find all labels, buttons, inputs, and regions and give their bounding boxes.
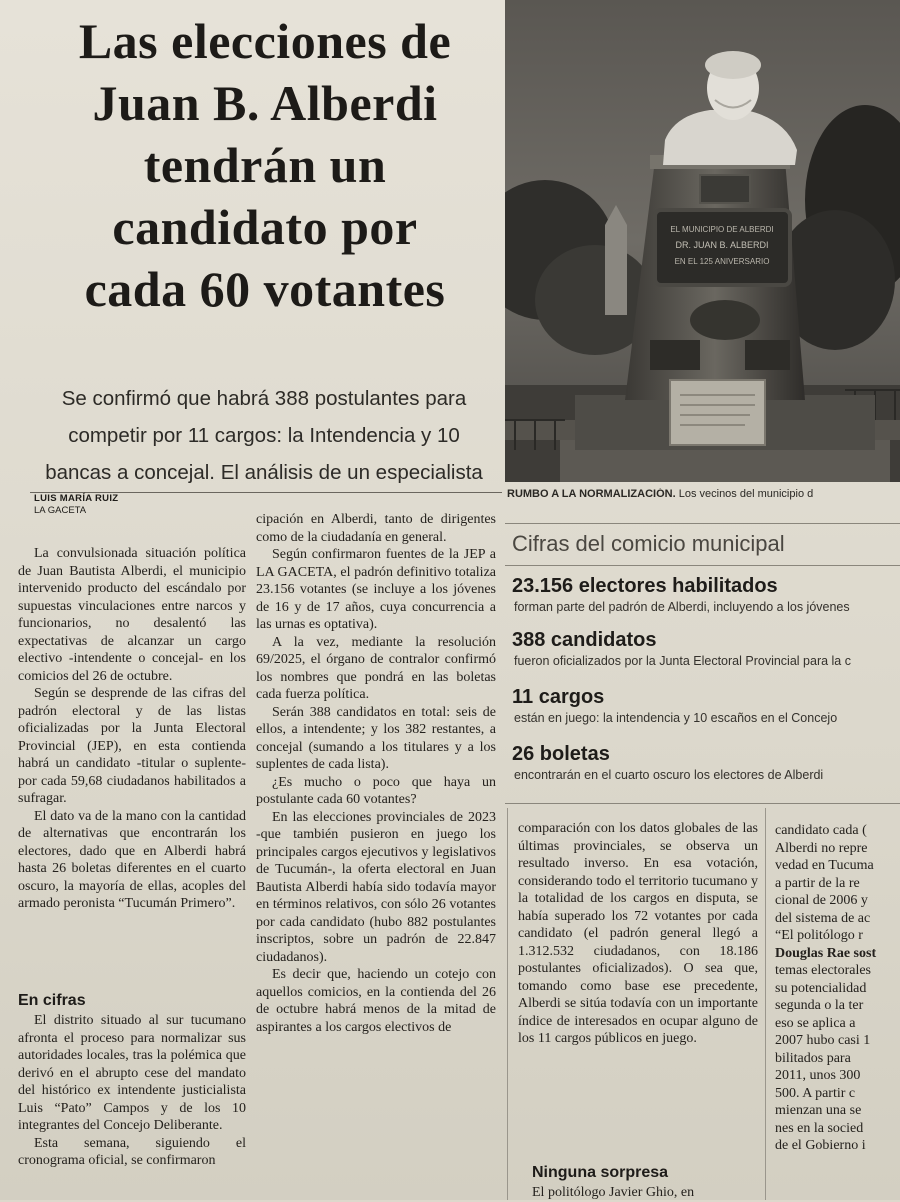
- monument-illustration: [505, 0, 900, 482]
- stat-value: 11 cargos: [512, 686, 605, 708]
- paragraph: cipación en Alberdi, tanto de dirigentes como de la ciudadanía en general.: [256, 512, 496, 545]
- box-title-rule: [505, 565, 900, 566]
- text-line: nes en la socied: [775, 1120, 864, 1136]
- text-line: 2007 hubo casi 1: [775, 1033, 871, 1048]
- headline-line: candidato por: [112, 199, 418, 255]
- paragraph: Es decir que, haciendo un cotejo con aquellos comicios, en la contienda del 26 de octubre habrá menos de la mitad de aspirantes a los cargos electivos de: [256, 967, 496, 1035]
- headline-line: Las elecciones de: [78, 13, 452, 69]
- text-line: 500. A partir c: [775, 1085, 856, 1101]
- text-line: mienzan una se: [775, 1103, 862, 1118]
- text-line: eso se aplica a: [775, 1015, 856, 1031]
- paragraph: La convulsionada situación política de Juan Bautista Alberdi, el municipio intervenido producto del escándalo por supuestas vinculaciones entre narcos y funcionarios, no desalentó las expectativas de alcanzar un cargo electivo -intendente o concejal- en los comicios del 26 de octubre.: [18, 546, 246, 684]
- caption-text: Los vecinos del municipio d: [675, 488, 814, 500]
- text-line: bilitados para: [775, 1050, 851, 1066]
- headline-line: Juan B. Alberdi: [92, 75, 438, 131]
- text-line: temas electorales: [775, 963, 872, 978]
- sidebox-title: Cifras del comicio municipal: [512, 531, 785, 556]
- plaque-text: DR. JUAN B. ALBERDI: [675, 240, 769, 250]
- paragraph: En las elecciones provinciales de 2023 -que también pusieron en juego los principales cargos ejecutivos y legislativos de Tucumán-, la oferta electoral en Juan Bautista Alberdi había sido todavía mayor en términos relativos, con sólo 26 votantes por cada candidato (hubo 882 postulantes inscriptos, sobre un padrón de 22.847 ciudadanos).: [256, 809, 496, 965]
- paragraph: Serán 388 candidatos en total: seis de ellos, a intendente; y los 382 restantes, a concejal (sumando a los titulares y a los suplentes de cada lista).: [256, 704, 496, 772]
- headline-line: tendrán un: [143, 137, 387, 193]
- stat-value: 23.156 electores habilitados: [512, 575, 778, 597]
- paragraph: ¿Es mucho o poco que haya un postulante cada 60 votantes?: [256, 774, 496, 807]
- text-line: a partir de la re: [775, 875, 860, 891]
- paragraph: A la vez, mediante la resolución 69/2025, el órgano de contralor confirmó los nombres que pondrá en las boletas cada fuerza política.: [256, 634, 496, 702]
- column-divider: [765, 808, 766, 1200]
- text-line: Douglas Rae sost: [775, 945, 877, 961]
- article-column-1: [18, 545, 246, 913]
- plaque-text: EN EL 125 ANIVERSARIO: [674, 257, 770, 266]
- text-line: “El politólogo r: [775, 928, 863, 943]
- paragraph: Esta semana, siguiendo el cronograma oficial, se confirmaron: [18, 1135, 246, 1168]
- subhead: [26, 380, 502, 491]
- plaque-text: EL MUNICIPIO DE ALBERDI: [670, 225, 774, 234]
- monument-photo: [505, 0, 900, 482]
- byline-outlet: LA GACETA: [34, 505, 87, 516]
- text-line: su potencialidad: [775, 980, 867, 996]
- box-top-rule: [505, 523, 900, 524]
- byline-author: LUIS MARÍA RUIZ: [34, 493, 119, 504]
- section-heading-en-cifras: En cifras: [18, 992, 86, 1009]
- paragraph: Según confirmaron fuentes de la JEP a LA GACETA, el padrón definitivo totaliza 23.156 votantes (se incluye a los jóvenes de 16 y de 17 años, cuya concurrencia a las urnas es optativa).: [256, 547, 496, 632]
- article-column-1b: [18, 1012, 246, 1170]
- text-line: 2011, unos 300: [775, 1068, 861, 1083]
- article-column-4: [775, 822, 900, 1155]
- subhead-line: competir por 11 cargos: la Intendencia y 10: [68, 424, 460, 447]
- article-column-3: [518, 820, 758, 1048]
- stat-value: 388 candidatos: [512, 629, 657, 651]
- text-line: del sistema de ac: [775, 910, 871, 926]
- text-line: vedad en Tucuma: [775, 858, 874, 873]
- text-line: segunda o la ter: [775, 998, 864, 1013]
- article-column-3b: [532, 1184, 772, 1202]
- article-column-2: [256, 511, 496, 1036]
- paragraph: El dato va de la mano con la cantidad de alternativas que encontrarán los electores, dado que en Alberdi habrá hasta 26 boletas diferentes en el cuarto oscuro, la mayoría de ellas, acoples del armado peronista “Tucumán Primero”.: [18, 808, 246, 911]
- byline: [34, 493, 118, 516]
- subhead-line: bancas a concejal. El análisis de un especialista: [45, 461, 483, 484]
- stat-description: forman parte del padrón de Alberdi, incluyendo a los jóvenes: [514, 600, 850, 614]
- section-heading-ninguna-sorpresa: Ninguna sorpresa: [532, 1164, 669, 1181]
- stat-value: 26 boletas: [512, 743, 610, 765]
- text-line: candidato cada (: [775, 823, 867, 838]
- paragraph: Según se desprende de las cifras del padrón electoral y de las listas oficializadas por la Junta Electoral Provincial (JEP), en esta contienda habrá un candidato -titular o suplente- por cada 59,68 ciudadanos habilitados a sufragar.: [18, 686, 246, 806]
- caption-label: RUMBO A LA NORMALIZACIÓN.: [507, 488, 676, 500]
- box-bottom-rule: [505, 803, 900, 804]
- photo-caption: [507, 488, 900, 500]
- paragraph: El distrito situado al sur tucumano afronta el proceso para normalizar sus autoridades locales, tras la polémica que derivó en el abrupto cese del mandato del histórico ex intendente justicialista Luis “Pato” Campos y de los 10 integrantes del Concejo Deliberante.: [18, 1013, 246, 1133]
- stat-description: encontrarán en el cuarto oscuro los electores de Alberdi: [514, 768, 824, 782]
- text-line: cional de 2006 y: [775, 893, 868, 908]
- subhead-line: Se confirmó que habrá 388 postulantes para: [61, 387, 467, 410]
- stat-description: fueron oficializados por la Junta Electoral Provincial para la c: [514, 654, 851, 668]
- stat-description: están en juego: la intendencia y 10 escaños en el Concejo: [514, 711, 838, 725]
- paragraph: comparación con los datos globales de las últimas provinciales, se observa un resultado inverso. En esa votación, considerando todo el territorio tucumano y la totalidad de los cargos en disputa, se había superado los 72 votantes por cada candidato (el padrón general llegó a 1.312.532 ciudadanos, con 18.186 postulantes oficializados). O sea que, tomando como base ese precedente, Alberdi se sitúa todavía con un importante índice de interesados en ocupar alguno de los 11 cargos públicos en juego.: [518, 821, 758, 1046]
- text-line: Alberdi no repre: [775, 840, 868, 856]
- column-divider: [507, 808, 508, 1200]
- paragraph: El politólogo Javier Ghio, en: [532, 1185, 695, 1200]
- stats-sidebox: [505, 523, 900, 805]
- text-line: de el Gobierno i: [775, 1138, 866, 1153]
- headline-line: cada 60 votantes: [84, 261, 446, 317]
- headline: [30, 10, 500, 320]
